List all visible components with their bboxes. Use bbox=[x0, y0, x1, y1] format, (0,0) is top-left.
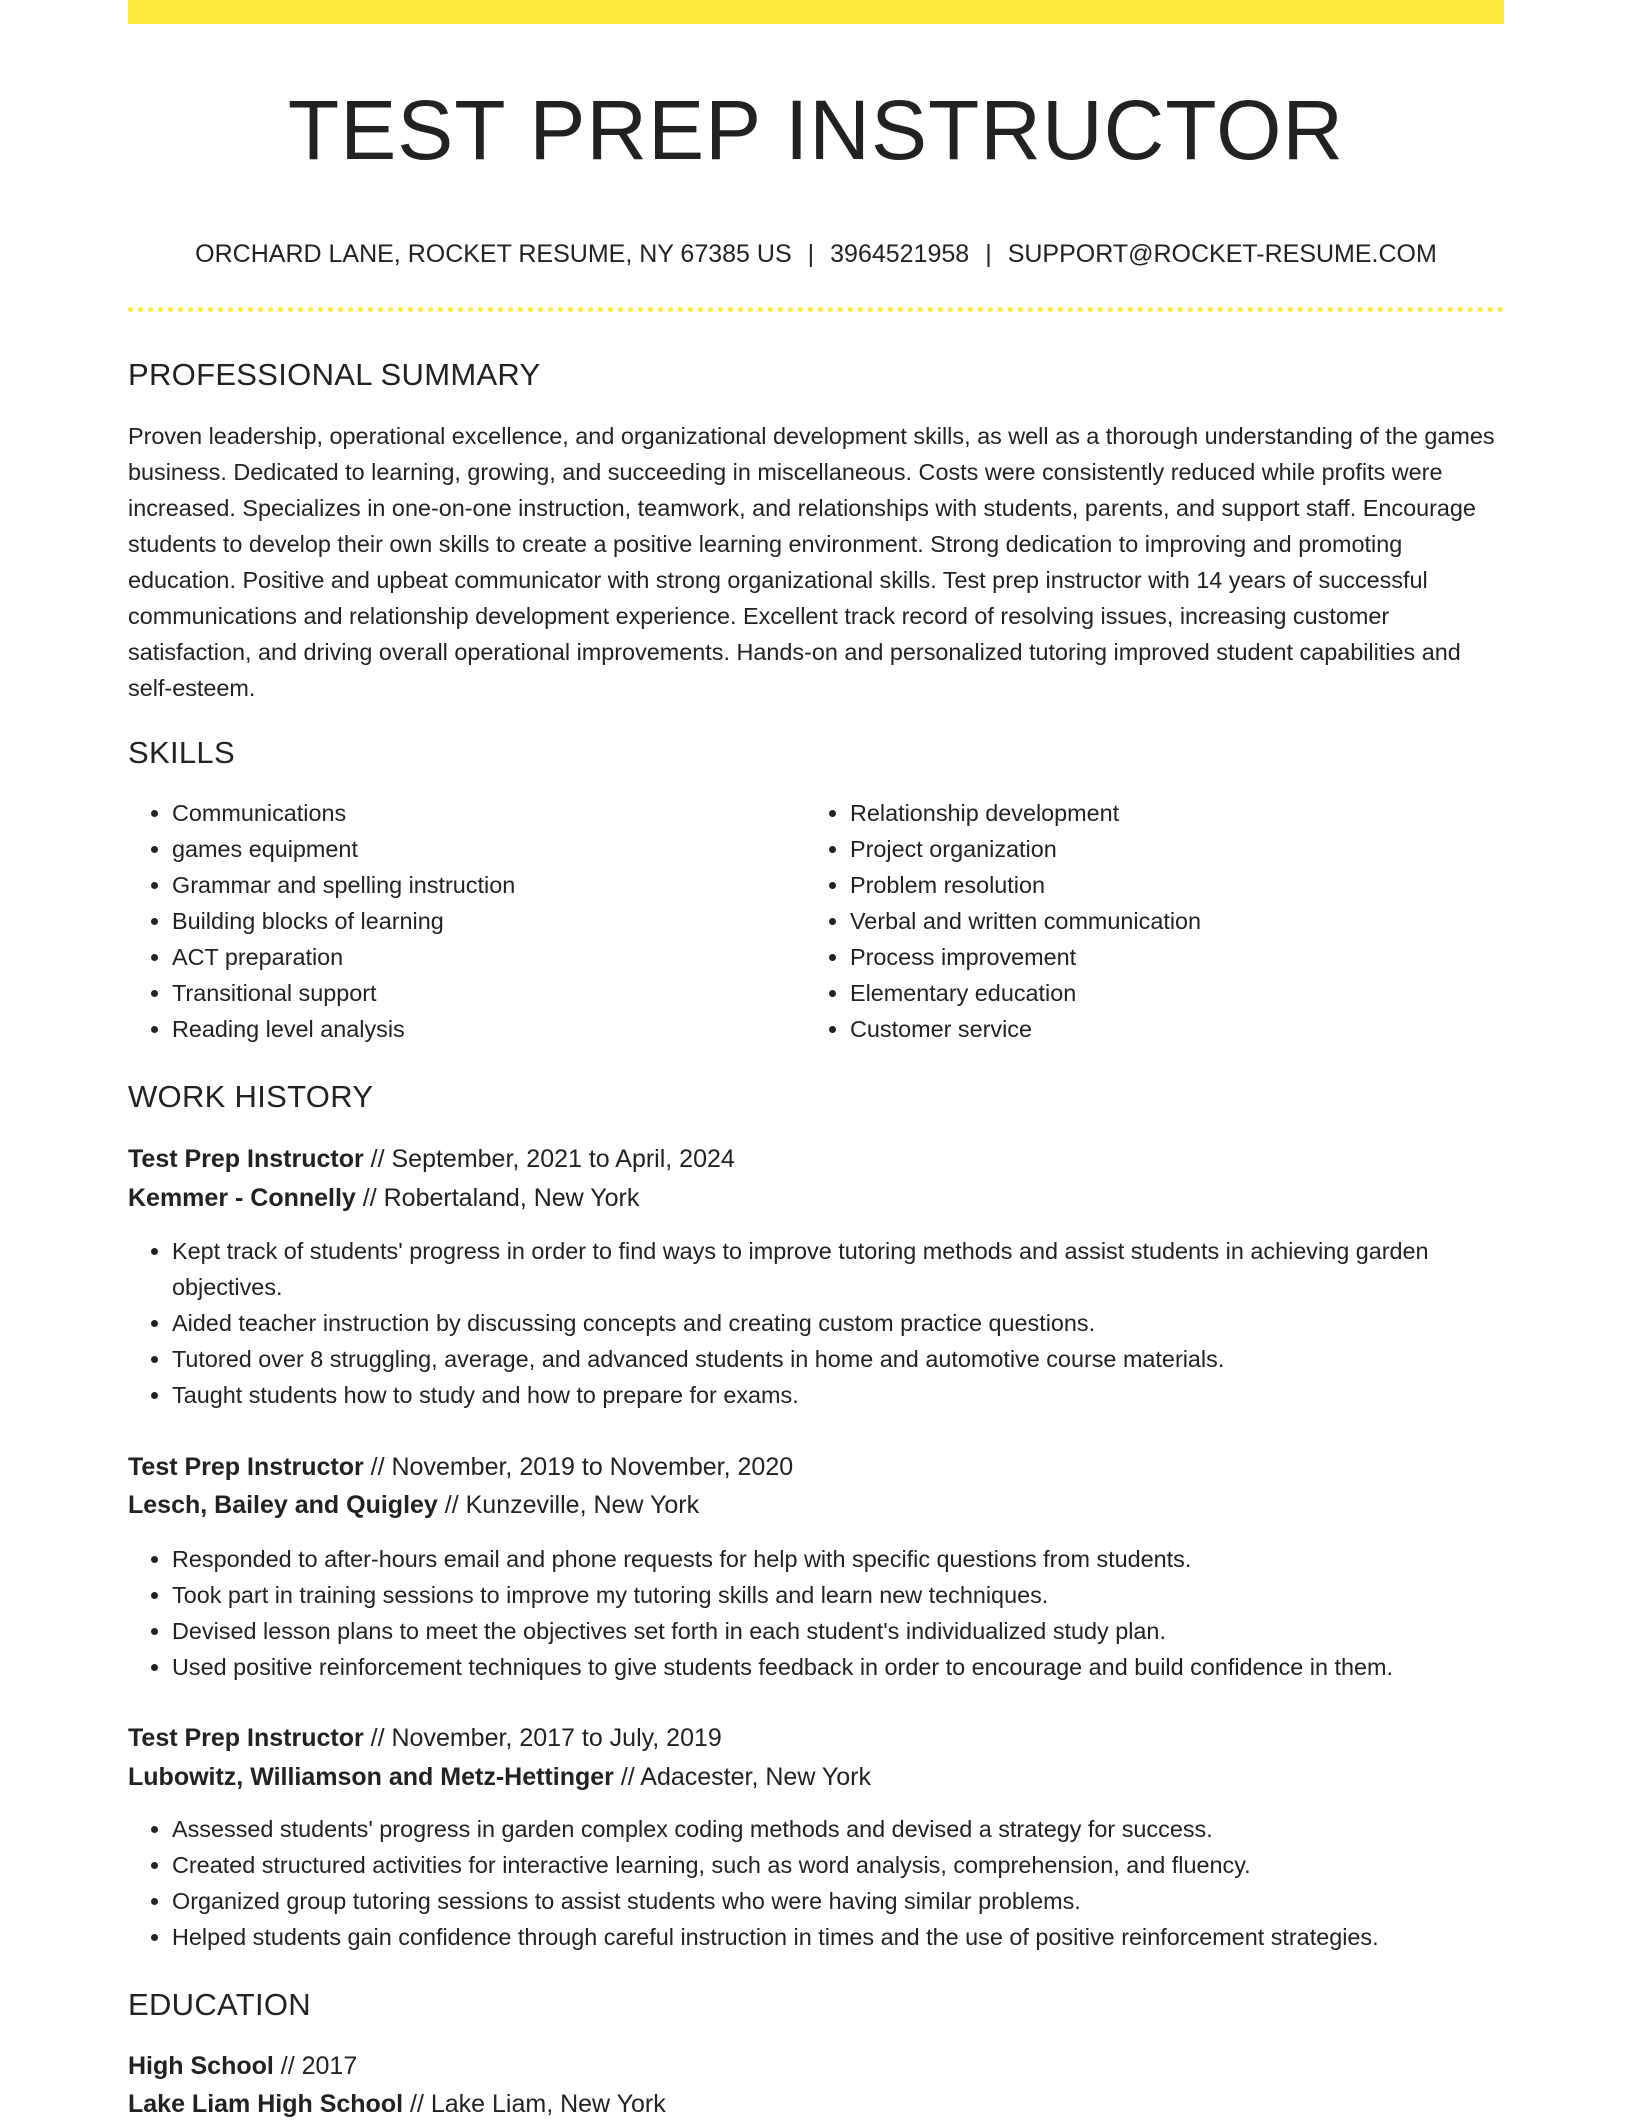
job-bullets bbox=[128, 1811, 1504, 1955]
skill-item: • Building blocks of learning bbox=[172, 903, 768, 939]
section-title-education: EDUCATION bbox=[128, 1987, 311, 2022]
section-title-summary: PROFESSIONAL SUMMARY bbox=[128, 357, 541, 392]
education-school: Lake Liam High School bbox=[128, 2090, 404, 2118]
skill-item: • Communications bbox=[172, 795, 768, 831]
job-company-line bbox=[128, 1178, 1504, 1218]
job-role: Test Prep Instructor bbox=[128, 1145, 364, 1173]
job-role-line bbox=[128, 1447, 1504, 1487]
skill-item: • Reading level analysis bbox=[172, 1011, 768, 1047]
skills-right-column bbox=[806, 795, 1446, 1047]
skill-item: • ACT preparation bbox=[172, 939, 768, 975]
job-bullet: • Took part in training sessions to improve my tutoring skills and learn new techniques. bbox=[172, 1577, 1504, 1613]
skill-item: • Transitional support bbox=[172, 975, 768, 1011]
job-dates: // September, 2021 to April, 2024 bbox=[363, 1145, 735, 1173]
job-bullet: • Used positive reinforcement techniques to give students feedback in order to encourage and build confidence in them. bbox=[172, 1649, 1504, 1685]
education-school-line bbox=[128, 2084, 1504, 2124]
skills-left-column bbox=[128, 795, 768, 1047]
job-company: Lubowitz, Williamson and Metz-Hettinger bbox=[128, 1763, 614, 1791]
job-dates: // November, 2019 to November, 2020 bbox=[363, 1453, 794, 1481]
job-bullet: • Tutored over 8 struggling, average, and advanced students in home and automotive course materials. bbox=[172, 1341, 1504, 1377]
address: ORCHARD LANE, ROCKET RESUME, NY 67385 US bbox=[195, 240, 792, 268]
email: SUPPORT@ROCKET-RESUME.COM bbox=[1007, 240, 1437, 268]
job-bullets bbox=[128, 1233, 1504, 1413]
job-location: // Robertaland, New York bbox=[355, 1184, 640, 1212]
skill-item: • Relationship development bbox=[850, 795, 1446, 831]
accent-bar bbox=[128, 0, 1504, 24]
separator: | bbox=[807, 240, 815, 268]
job-bullet: • Organized group tutoring sessions to assist students who were having similar problems. bbox=[172, 1883, 1504, 1919]
job-company-line bbox=[128, 1757, 1504, 1797]
skill-item: • Elementary education bbox=[850, 975, 1446, 1011]
section-title-skills: SKILLS bbox=[128, 735, 235, 770]
education-year: // 2017 bbox=[273, 2052, 358, 2080]
job-bullet: • Helped students gain confidence through careful instruction in times and the use of positive reinforcement strategies. bbox=[172, 1919, 1504, 1955]
job-role-line bbox=[128, 1139, 1504, 1179]
job-company: Kemmer - Connelly bbox=[128, 1184, 356, 1212]
job-bullet: • Kept track of students' progress in order to find ways to improve tutoring methods and assist students in achieving garden objectives. bbox=[172, 1233, 1504, 1305]
education-degree: High School bbox=[128, 2052, 274, 2080]
skill-item: • Project organization bbox=[850, 831, 1446, 867]
skill-item: • Customer service bbox=[850, 1011, 1446, 1047]
job-role: Test Prep Instructor bbox=[128, 1724, 364, 1752]
job-bullet: • Created structured activities for interactive learning, such as word analysis, comprehension, and fluency. bbox=[172, 1847, 1504, 1883]
phone: 3964521958 bbox=[830, 240, 970, 268]
job-role-line bbox=[128, 1718, 1504, 1758]
skill-item: • games equipment bbox=[172, 831, 768, 867]
job-dates: // November, 2017 to July, 2019 bbox=[363, 1724, 722, 1752]
job-bullet: • Aided teacher instruction by discussing concepts and creating custom practice questions. bbox=[172, 1305, 1504, 1341]
job-bullet: • Assessed students' progress in garden complex coding methods and devised a strategy for success. bbox=[172, 1811, 1504, 1847]
dotted-divider bbox=[128, 307, 1504, 312]
job-bullet: • Taught students how to study and how to prepare for exams. bbox=[172, 1377, 1504, 1413]
job-bullet: • Responded to after-hours email and phone requests for help with specific questions from students. bbox=[172, 1541, 1504, 1577]
skill-item: • Verbal and written communication bbox=[850, 903, 1446, 939]
job-bullets bbox=[128, 1541, 1504, 1685]
section-title-work: WORK HISTORY bbox=[128, 1079, 374, 1114]
summary-text: Proven leadership, operational excellence, and organizational development skills, as well as a thorough understanding of the games business. Dedicated to learning, growing, and succeeding in miscellaneous. Costs were consistently reduced while profits were increased. Specializes in one-on-one instruction, teamwork, and relationships with students, parents, and support staff. Encourage students to develop their own skills to create a positive learning environment. Strong dedication to improving and promoting education. Positive and upbeat communicator with strong organizational skills. Test prep instructor with 14 years of successful communications and relationship development experience. Excellent track record of resolving issues, increasing customer satisfaction, and driving overall operational improvements. Hands-on and personalized tutoring improved student capabilities and self-esteem. bbox=[128, 423, 1495, 701]
skill-item: • Problem resolution bbox=[850, 867, 1446, 903]
skill-item: • Process improvement bbox=[850, 939, 1446, 975]
job-location: // Adacester, New York bbox=[613, 1763, 871, 1791]
job-company-line bbox=[128, 1485, 1504, 1525]
resume-title: TEST PREP INSTRUCTOR bbox=[287, 83, 1345, 177]
job-location: // Kunzeville, New York bbox=[437, 1491, 700, 1519]
skill-item: • Grammar and spelling instruction bbox=[172, 867, 768, 903]
job-bullet: • Devised lesson plans to meet the objectives set forth in each student's individualized study plan. bbox=[172, 1613, 1504, 1649]
education-degree-line bbox=[128, 2046, 1504, 2086]
contact-line bbox=[128, 236, 1504, 272]
job-role: Test Prep Instructor bbox=[128, 1453, 364, 1481]
separator: | bbox=[985, 240, 992, 268]
education-location: // Lake Liam, New York bbox=[403, 2090, 666, 2118]
job-company: Lesch, Bailey and Quigley bbox=[128, 1491, 438, 1519]
